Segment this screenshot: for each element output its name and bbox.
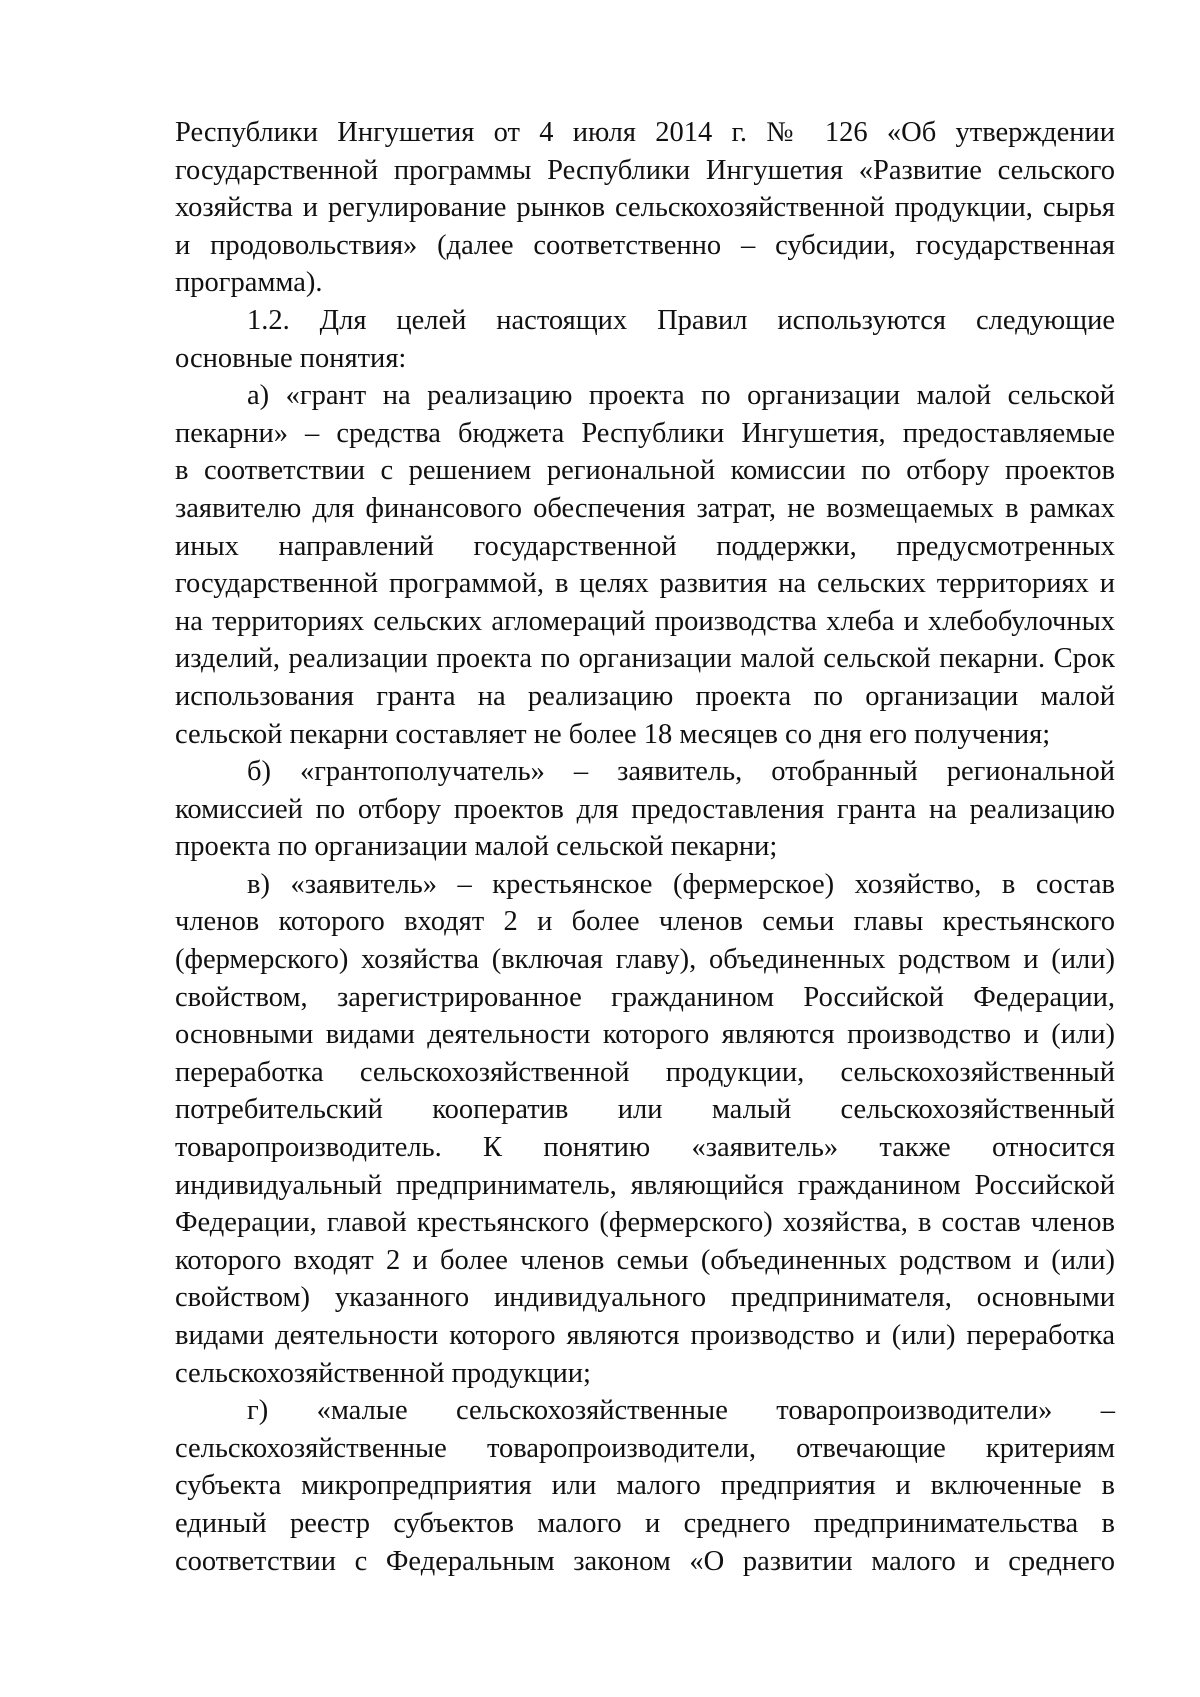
document-body-text [175, 114, 1115, 1580]
text-line: б) «грантополучатель» – заявитель, отобранный региональной [247, 756, 1115, 788]
text-line: основные понятия: [175, 342, 407, 374]
text-line: хозяйства и регулирование рынков сельскохозяйственной продукции, сырья [175, 192, 1115, 224]
text-line: субъекта микропредприятия или малого предприятия и включенные в [175, 1470, 1115, 1502]
text-line: и продовольствия» (далее соответственно – субсидии, государственная [175, 229, 1115, 261]
text-line: видами деятельности которого являются производство и (или) переработка [175, 1320, 1115, 1351]
text-line: основными видами деятельности которого являются производство и (или) [175, 1019, 1115, 1051]
text-line: товаропроизводитель. К понятию «заявитель» также относится [175, 1132, 1115, 1164]
text-line: Республики Ингушетия от 4 июля 2014 г. № 126 «Об утверждении [175, 117, 1115, 148]
text-line: иных направлений государственной поддержки, предусмотренных [175, 530, 1115, 562]
text-line: государственной программы Республики Ингушетия «Развитие сельского [175, 154, 1115, 186]
text-line: соответствии с Федеральным законом «О развитии малого и среднего [175, 1545, 1115, 1577]
text-line: сельскохозяйственной продукции; [175, 1357, 591, 1389]
text-line: свойством, зарегистрированное гражданином Российской Федерации, [175, 981, 1115, 1013]
text-line: изделий, реализации проекта по организации малой сельской пекарни. Срок [175, 643, 1115, 675]
text-line: использования гранта на реализацию проекта по организации малой [175, 680, 1115, 712]
text-line: переработка сельскохозяйственной продукции, сельскохозяйственный [175, 1056, 1115, 1088]
text-line: в) «заявитель» – крестьянское (фермерское) хозяйство, в состав [247, 868, 1115, 900]
text-line: (фермерского) хозяйства (включая главу), объединенных родством и (или) [175, 944, 1115, 976]
text-line: индивидуальный предприниматель, являющийся гражданином Российской [175, 1169, 1115, 1201]
text-line: 1.2. Для целей настоящих Правил используются следующие [247, 304, 1115, 336]
text-line: на территориях сельских агломераций производства хлеба и хлебобулочных [175, 605, 1115, 637]
text-line: единый реестр субъектов малого и среднего предпринимательства в [175, 1507, 1115, 1539]
text-line: г) «малые сельскохозяйственные товаропроизводители» – [247, 1395, 1115, 1427]
text-line: проекта по организации малой сельской пекарни; [175, 831, 778, 863]
text-line: членов которого входят 2 и более членов семьи главы крестьянского [175, 906, 1115, 938]
text-line: а) «грант на реализацию проекта по организации малой сельской [247, 380, 1115, 412]
text-line: комиссией по отбору проектов для предоставления гранта на реализацию [175, 793, 1115, 825]
text-line: сельскохозяйственные товаропроизводители, отвечающие критериям [175, 1432, 1115, 1464]
text-line: государственной программой, в целях развития на сельских территориях и [175, 568, 1115, 600]
text-line: программа). [175, 267, 323, 299]
text-line: сельской пекарни составляет не более 18 месяцев со дня его получения; [175, 718, 1051, 750]
text-line: которого входят 2 и более членов семьи (объединенных родством и (или) [175, 1244, 1115, 1276]
text-line: в соответствии с решением региональной комиссии по отбору проектов [175, 455, 1115, 487]
text-line: пекарни» – средства бюджета Республики Ингушетия, предоставляемые [175, 417, 1115, 449]
text-line: заявителю для финансового обеспечения затрат, не возмещаемых в рамках [175, 492, 1115, 524]
text-line: Федерации, главой крестьянского (фермерского) хозяйства, в состав членов [175, 1207, 1115, 1239]
text-line: свойством) указанного индивидуального предпринимателя, основными [175, 1282, 1115, 1314]
text-line: потребительский кооператив или малый сельскохозяйственный [175, 1094, 1115, 1126]
